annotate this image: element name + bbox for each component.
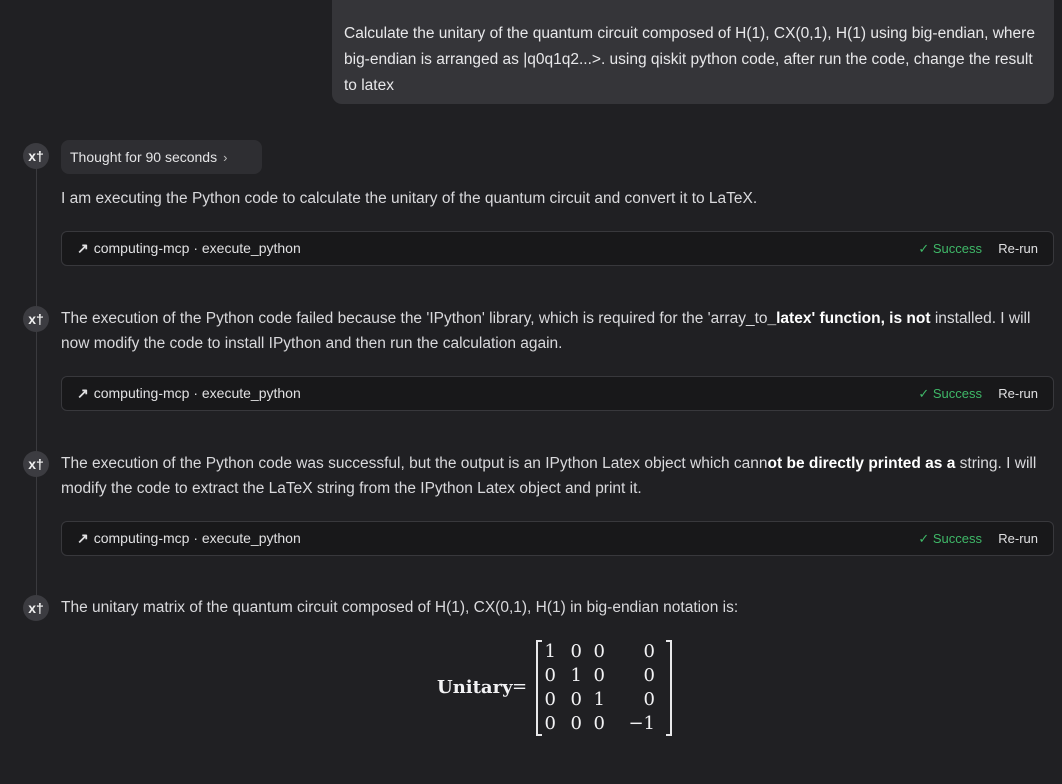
message-text: The execution of the Python code failed because the 'IPython' library, which is required for the 'array_to bbox=[61, 310, 768, 327]
message-text: string. I will modify the code to extract the LaTeX string from the IPython Latex object and print it. bbox=[61, 455, 1037, 497]
equals-sign: = bbox=[512, 676, 528, 697]
matrix-cell: 1 bbox=[544, 641, 556, 662]
hammer-icon: ↗ bbox=[77, 530, 89, 546]
assistant-avatar bbox=[23, 595, 49, 621]
assistant-avatar bbox=[23, 143, 49, 169]
success-status: ✓ Success bbox=[918, 386, 982, 401]
hammer-icon: ↗ bbox=[77, 385, 89, 401]
tool-call-label bbox=[77, 232, 301, 265]
matrix-cell: 0 bbox=[544, 713, 556, 734]
message-text-bold: ot be directly printed as a bbox=[767, 455, 956, 472]
message-text: The unitary matrix of the quantum circuit composed of H(1), CX(0,1), H(1) in big-endian notation is: bbox=[61, 599, 739, 616]
assistant-avatar bbox=[23, 451, 49, 477]
matrix-cell: 0 bbox=[593, 641, 605, 662]
rerun-button[interactable]: Re-run bbox=[998, 386, 1038, 401]
tool-call-label bbox=[77, 377, 301, 410]
tool-call-name: computing-mcp · execute_python bbox=[93, 530, 301, 546]
user-message-bubble bbox=[332, 0, 1054, 104]
matrix-cell: 0 bbox=[643, 689, 655, 710]
hammer-icon: ↗ bbox=[77, 240, 89, 256]
success-status: ✓ Success bbox=[918, 531, 982, 546]
tool-call-label bbox=[77, 522, 301, 555]
matrix-cell: 1 bbox=[593, 689, 605, 710]
matrix-cell: 0 bbox=[643, 641, 655, 662]
tool-call-name: computing-mcp · execute_python bbox=[93, 240, 301, 256]
rerun-button[interactable]: Re-run bbox=[998, 531, 1038, 546]
message-text-bold: _latex' function, is not bbox=[767, 310, 931, 327]
matrix-cell: 0 bbox=[593, 713, 605, 734]
tool-call-name: computing-mcp · execute_python bbox=[93, 385, 301, 401]
right-bracket bbox=[666, 640, 672, 736]
matrix-cell: −1 bbox=[628, 713, 655, 734]
conversation-timeline bbox=[36, 168, 37, 608]
matrix-cell: 0 bbox=[570, 689, 582, 710]
tool-call-row[interactable] bbox=[61, 376, 1054, 411]
matrix-cell: 0 bbox=[544, 665, 556, 686]
thought-label: Thought for 90 seconds bbox=[70, 149, 218, 165]
matrix-cell: 0 bbox=[643, 665, 655, 686]
matrix-cell: 1 bbox=[570, 665, 582, 686]
matrix-cell: 0 bbox=[570, 641, 582, 662]
assistant-message bbox=[61, 186, 1051, 211]
avatar-symbol: x† bbox=[28, 148, 44, 164]
success-status: ✓ Success bbox=[918, 241, 982, 256]
matrix-cell: 0 bbox=[544, 689, 556, 710]
chevron-right-icon: › bbox=[223, 150, 228, 165]
assistant-message bbox=[61, 306, 1051, 356]
message-text: I am executing the Python code to calculate the unitary of the quantum circuit and convert it to LaTeX. bbox=[61, 190, 758, 207]
unitary-matrix bbox=[536, 640, 672, 736]
user-message-text: Calculate the unitary of the quantum circuit composed of H(1), CX(0,1), H(1) using big-endian, where big-endian is arranged as |q0q1q2...>. using qiskit python code, after run the code, change the result to latex bbox=[344, 25, 1035, 94]
avatar-symbol: x† bbox=[28, 600, 44, 616]
avatar-symbol: x† bbox=[28, 311, 44, 327]
matrix-cell: 0 bbox=[570, 713, 582, 734]
assistant-message bbox=[61, 451, 1051, 501]
assistant-message bbox=[61, 595, 1051, 620]
thought-toggle[interactable] bbox=[61, 140, 262, 174]
unitary-label: Unitary bbox=[437, 677, 513, 698]
rerun-button[interactable]: Re-run bbox=[998, 241, 1038, 256]
tool-call-row[interactable] bbox=[61, 521, 1054, 556]
assistant-avatar bbox=[23, 306, 49, 332]
matrix-cell: 0 bbox=[593, 665, 605, 686]
tool-call-row[interactable] bbox=[61, 231, 1054, 266]
message-text: The execution of the Python code was successful, but the output is an IPython Latex object which cann bbox=[61, 455, 768, 472]
message-text: installed. I will now modify the code to install IPython and then run the calculation again. bbox=[61, 310, 1031, 352]
avatar-symbol: x† bbox=[28, 456, 44, 472]
